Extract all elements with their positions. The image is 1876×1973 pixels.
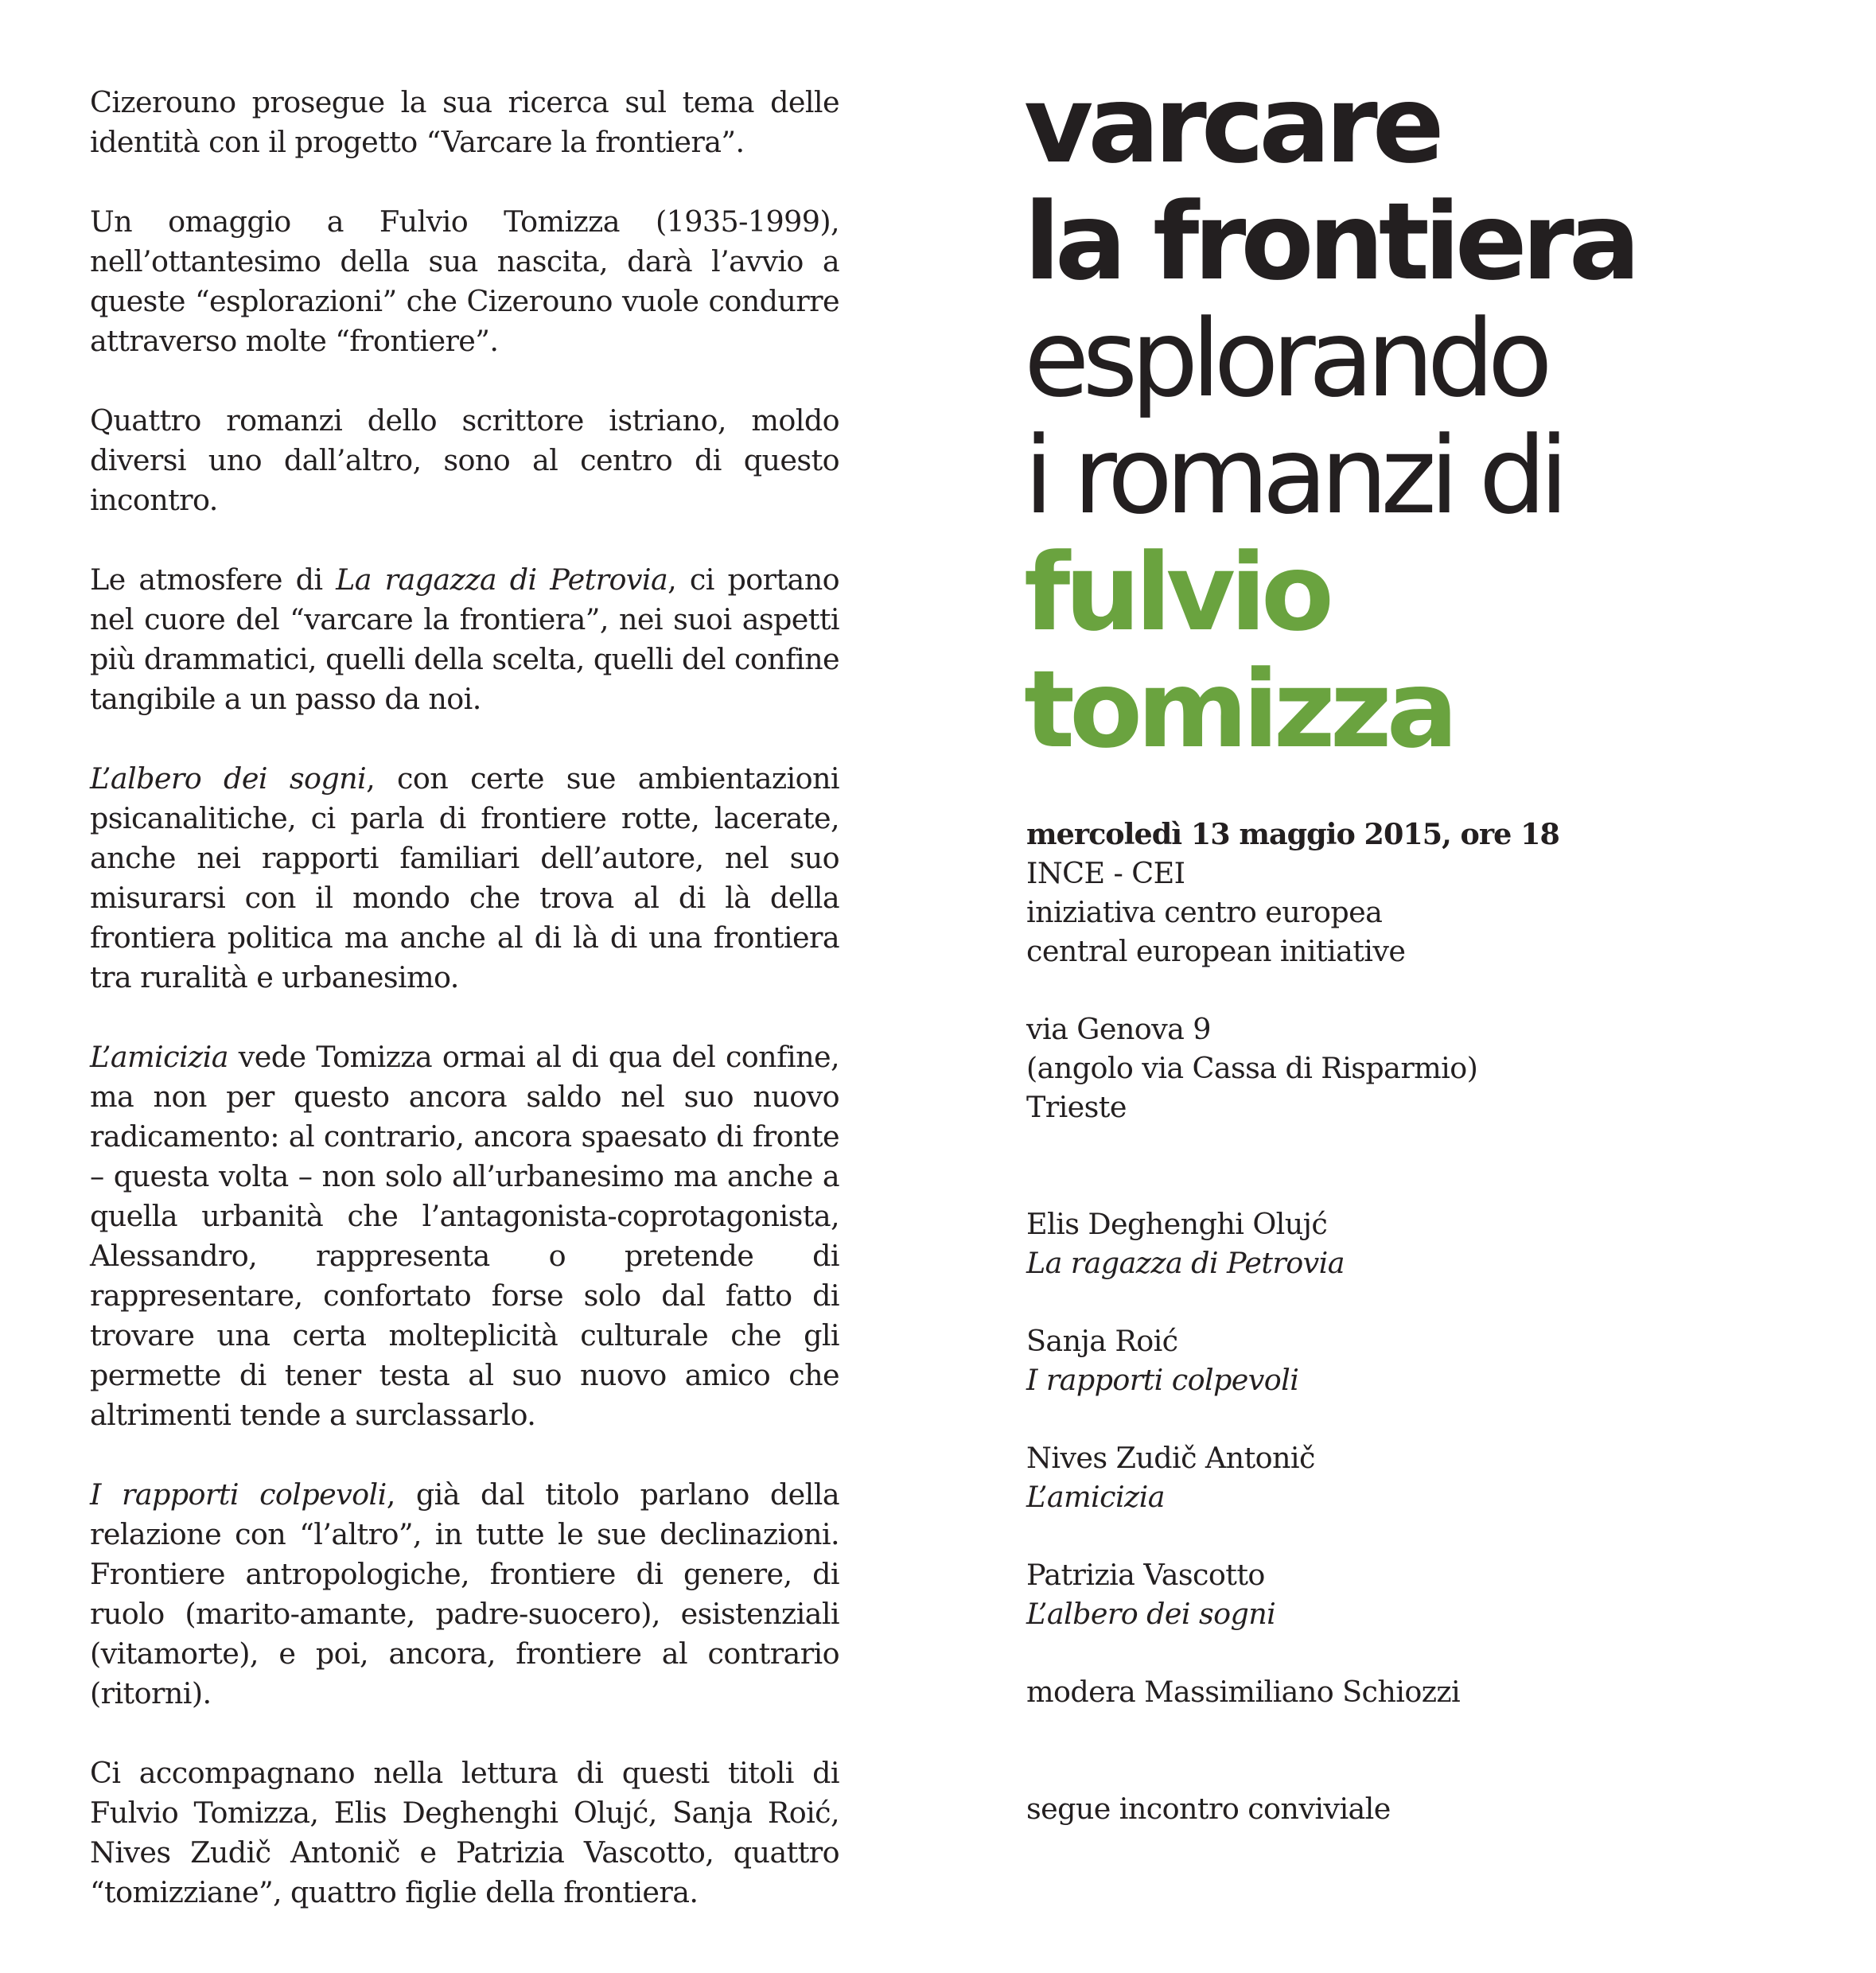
intro-paragraph-8: Ci accompagnano nella lettura di questi titoli di Fulvio Tomizza, Elis Deghenghi Olujć, Sanja Roić, Nives Zudič Antonič e Patrizia Vascotto, quattro “tomizziane”, quattro figlie della frontiera. [90, 1756, 839, 1909]
title-line: la frontiera [1024, 180, 1636, 304]
address-city: Trieste [1026, 1090, 1127, 1124]
book-title: L’albero dei sogni [90, 761, 367, 796]
event-details [1026, 815, 1806, 1828]
intro-paragraph-6: L’amicizia vede Tomizza ormai al di qua del confine, ma non per questo ancora saldo nel suo nuovo radicamento: al contrario, ancora spaesato di fronte – questa volta – non solo all’urbanesimo ma anche a quella urbanità che l’antagonista-coprotagonista, Alessandro, rappresenta o pretende di rappresentare, confortato forse solo dal fatto di trovare una certa molteplicità culturale che gli permette di tener testa al suo nuovo amico che altrimenti tende a surclassarlo. [90, 1040, 839, 1432]
title-line: i romanzi di [1024, 414, 1562, 538]
intro-text [90, 83, 839, 1952]
author-last-name: tomizza [1024, 648, 1454, 772]
intro-paragraph-3: Quattro romanzi dello scrittore istriano, moldo diversi uno dall’altro, sono al centro di questo incontro. [90, 403, 839, 517]
book-title: L’amicizia [90, 1040, 228, 1074]
reader-name: Sanja Roić [1026, 1324, 1178, 1358]
title-line: esplorando [1024, 297, 1546, 421]
intro-paragraph-1: Cizerouno prosegue la sua ricerca sul tema delle identità con il progetto “Varcare la frontiera”. [90, 85, 839, 159]
reader-book: L’amicizia [1026, 1480, 1165, 1514]
intro-paragraph-7: I rapporti colpevoli, già dal titolo parlano della relazione con “l’altro”, in tutte le sue declinazioni. Frontiere antropologiche, frontiere di genere, di ruolo (marito-amante, padre-suocero), esistenziali (vitamorte), e poi, ancora, frontiere al contrario (ritorni). [90, 1477, 839, 1710]
intro-paragraph-5: L’albero dei sogni, con certe sue ambientazioni psicanalitiche, ci parla di frontiere rotte, lacerate, anche nei rapporti familiari dell’autore, nel suo misurarsi con il mondo che trova al di là della frontiera politica ma anche al di là di una frontiera tra ruralità e urbanesimo. [90, 761, 839, 994]
venue-name-it: iniziativa centro europea [1026, 895, 1383, 929]
venue-name-en: central european initiative [1026, 934, 1406, 968]
intro-paragraph-4: Le atmosfere di La ragazza di Petrovia, ci portano nel cuore del “varcare la frontiera”, nei suoi aspetti più drammatici, quelli della scelta, quelli del confine tangibile a un passo da noi. [90, 562, 840, 716]
book-title: La ragazza di Petrovia [336, 562, 668, 597]
address-street: via Genova 9 [1026, 1012, 1211, 1046]
closing-note: segue incontro conviviale [1026, 1792, 1391, 1826]
moderator: modera Massimiliano Schiozzi [1026, 1675, 1461, 1709]
event-title [1024, 63, 1636, 772]
book-title: I rapporti colpevoli [90, 1477, 387, 1512]
reader-name: Patrizia Vascotto [1026, 1558, 1265, 1592]
reader-name: Nives Zudič Antonič [1026, 1441, 1315, 1475]
event-date: mercoledì 13 maggio 2015, ore 18 [1026, 817, 1559, 851]
venue-name: INCE - CEI [1026, 856, 1185, 890]
reader-book: La ragazza di Petrovia [1026, 1246, 1345, 1280]
author-first-name: fulvio [1024, 531, 1329, 655]
reader-book: L’albero dei sogni [1026, 1597, 1276, 1631]
title-line: varcare [1024, 63, 1439, 187]
reader-book: I rapporti colpevoli [1026, 1363, 1299, 1397]
reader-name: Elis Deghenghi Olujć [1026, 1207, 1328, 1241]
intro-paragraph-2: Un omaggio a Fulvio Tomizza (1935-1999), nell’ottantesimo della sua nascita, darà l’avvio a queste “esplorazioni” che Cizerouno vuole condurre attraverso molte “frontiere”. [90, 204, 839, 358]
address-corner: (angolo via Cassa di Risparmio) [1026, 1051, 1478, 1085]
